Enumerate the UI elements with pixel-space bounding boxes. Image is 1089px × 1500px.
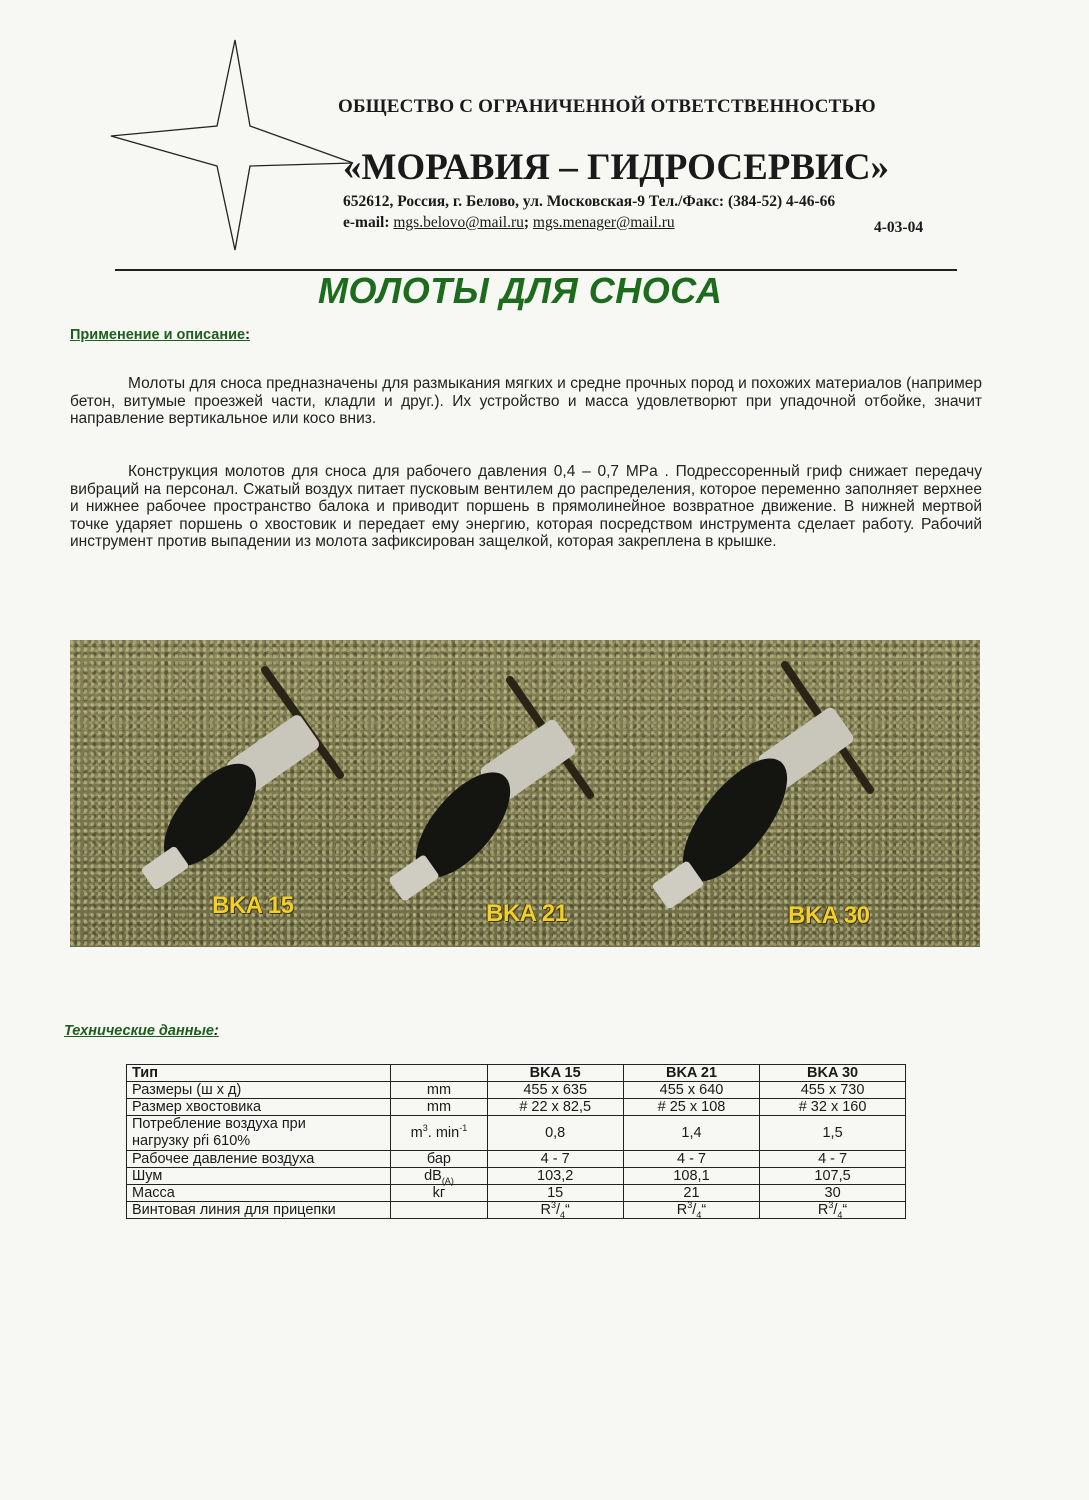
table-row — [127, 1151, 906, 1168]
row-value: 455 x 640 — [623, 1082, 759, 1099]
thread-sub: 4 — [696, 1209, 702, 1220]
company-address: 652612, Россия, г. Белово, ул. Московская-9 Тел./Факс: (384-52) 4-46-66 — [343, 193, 836, 210]
tech-heading-colon: : — [213, 1023, 219, 1039]
thread-end: “ — [842, 1202, 848, 1218]
thread-sup: 3 — [828, 1200, 834, 1211]
fax-number-2: 4-03-04 — [874, 219, 924, 236]
thread-end: “ — [701, 1202, 707, 1218]
row-label — [127, 1116, 391, 1151]
email-line — [343, 214, 675, 232]
company-name: «МОРАВИЯ – ГИДРОСЕРВИС» — [343, 147, 890, 188]
table-row — [127, 1099, 906, 1116]
thread-sup: 3 — [687, 1200, 693, 1211]
hammer-bka15 — [140, 670, 340, 891]
row-value — [623, 1202, 759, 1219]
unit-sup: 3 — [422, 1123, 428, 1134]
email-prefix: e-mail: — [343, 214, 390, 231]
row-value: 15 — [487, 1185, 623, 1202]
row-label: Шум — [127, 1168, 391, 1185]
page-title: МОЛОТЫ ДЛЯ СНОСА — [318, 270, 723, 311]
unit-base: m — [410, 1125, 423, 1141]
row-unit: mm — [391, 1099, 487, 1116]
row-value: 103,2 — [487, 1168, 623, 1185]
tech-heading-text: Технические данные — [64, 1023, 214, 1039]
row-value: 4 - 7 — [623, 1151, 759, 1168]
row-value: 4 - 7 — [760, 1151, 906, 1168]
row-value: # 22 x 82,5 — [487, 1099, 623, 1116]
row-value: 1,5 — [760, 1116, 906, 1151]
row-value — [487, 1202, 623, 1219]
row-value: # 25 x 108 — [623, 1099, 759, 1116]
application-heading-colon: : — [245, 327, 250, 343]
table-header-row — [127, 1065, 906, 1082]
tech-data-table — [126, 1064, 906, 1219]
row-value: 455 x 730 — [760, 1082, 906, 1099]
row-label: Масса — [127, 1185, 391, 1202]
table-header-cell: BKA 21 — [623, 1065, 759, 1082]
row-unit — [391, 1202, 487, 1219]
photo-label-bka15: BKA 15 — [212, 892, 294, 919]
application-heading — [70, 327, 250, 343]
table-row — [127, 1116, 906, 1151]
thread-sub: 4 — [837, 1209, 843, 1220]
thread-sup: 3 — [550, 1200, 556, 1211]
row-label: Размер хвостовика — [127, 1099, 391, 1116]
row-unit — [391, 1168, 487, 1185]
hammers-photo — [70, 640, 980, 947]
row-value — [760, 1202, 906, 1219]
row-label-line-2: нагрузку pŕi 610% — [132, 1133, 251, 1149]
row-value: 21 — [623, 1185, 759, 1202]
email-separator: ; — [523, 214, 530, 231]
description-text-1: Молоты для сноса предназначены для размыкания мягких и средне прочных пород и похожих материалов (например бетон, витумые проезжей части, кладли и друг.). Их устройство и масса удовлетворют при упадочной отбойке, значит направление вертикальное или косо вниз. — [70, 375, 982, 427]
thread-slash: / — [692, 1202, 697, 1218]
row-value: # 32 x 160 — [760, 1099, 906, 1116]
table-row — [127, 1168, 906, 1185]
email-link-2[interactable]: mgs.menager@mail.ru — [532, 214, 675, 231]
description-paragraph-1 — [70, 375, 982, 428]
table-header-cell — [391, 1065, 487, 1082]
thread-base: R — [676, 1202, 688, 1218]
row-value: 1,4 — [623, 1116, 759, 1151]
unit-sub: (A) — [441, 1175, 454, 1186]
thread-end: “ — [565, 1202, 570, 1218]
unit-mid: . min — [427, 1125, 460, 1141]
thread-slash: / — [555, 1202, 561, 1218]
row-label: Размеры (ш x д) — [127, 1082, 391, 1099]
table-row — [127, 1202, 906, 1219]
unit-sup-2: -1 — [459, 1123, 468, 1134]
row-unit: бар — [391, 1151, 487, 1168]
row-value: 108,1 — [623, 1168, 759, 1185]
thread-base: R — [540, 1202, 551, 1218]
row-value: 107,5 — [760, 1168, 906, 1185]
description-text-2: Конструкция молотов для сноса для рабочего давления 0,4 – 0,7 MPa . Подрессоренный гриф снижает передачу вибраций на персонал. Сжатый воздух питает пусковым вентилем до распределения, которое переменно заполняет верхнее и нижнее рабочее пространство балока и приводит поршень в прямолинейное возвратное движение. В нижней мертвой точке ударяет поршень о хвостовик и передает ему энергию, которая посредством инструмента сделает работу. Рабочий инструмент против выпадении из молота зафиксирован защелкой, которая закреплена в крышке. — [70, 463, 982, 550]
thread-base: R — [817, 1202, 829, 1218]
hammer-bka21 — [388, 680, 590, 902]
row-label-line-1: Потребление воздуха при — [132, 1116, 306, 1132]
table-header-cell: BKA 15 — [487, 1065, 623, 1082]
table-header-cell: Тип — [127, 1065, 391, 1082]
org-type: ОБЩЕСТВО С ОГРАНИЧЕННОЙ ОТВЕТСТВЕННОСТЬЮ — [338, 96, 876, 117]
description-paragraph-2 — [70, 463, 982, 551]
row-value: 455 x 635 — [487, 1082, 623, 1099]
table-header-cell: BKA 30 — [760, 1065, 906, 1082]
photo-label-bka30: BKA 30 — [788, 902, 870, 929]
row-label: Винтовая линия для прицепки — [127, 1202, 391, 1219]
tech-heading — [64, 1023, 219, 1039]
row-unit: mm — [391, 1082, 487, 1099]
row-label: Рабочее давление воздуха — [127, 1151, 391, 1168]
row-value: 30 — [760, 1185, 906, 1202]
table-row — [127, 1185, 906, 1202]
table-row — [127, 1082, 906, 1099]
row-unit — [391, 1116, 487, 1151]
thread-slash: / — [833, 1202, 838, 1218]
row-value: 0,8 — [487, 1116, 623, 1151]
application-heading-text: Применение и описание — [70, 327, 246, 343]
photo-label-bka21: BKA 21 — [486, 900, 568, 927]
thread-sub: 4 — [560, 1209, 566, 1220]
star-logo — [105, 38, 355, 253]
row-value: 4 - 7 — [487, 1151, 623, 1168]
hammer-bka30 — [651, 665, 870, 910]
row-unit: kг — [391, 1185, 487, 1202]
email-link-1[interactable]: mgs.belovo@mail.ru — [393, 214, 524, 231]
unit-base: dB — [424, 1168, 442, 1184]
